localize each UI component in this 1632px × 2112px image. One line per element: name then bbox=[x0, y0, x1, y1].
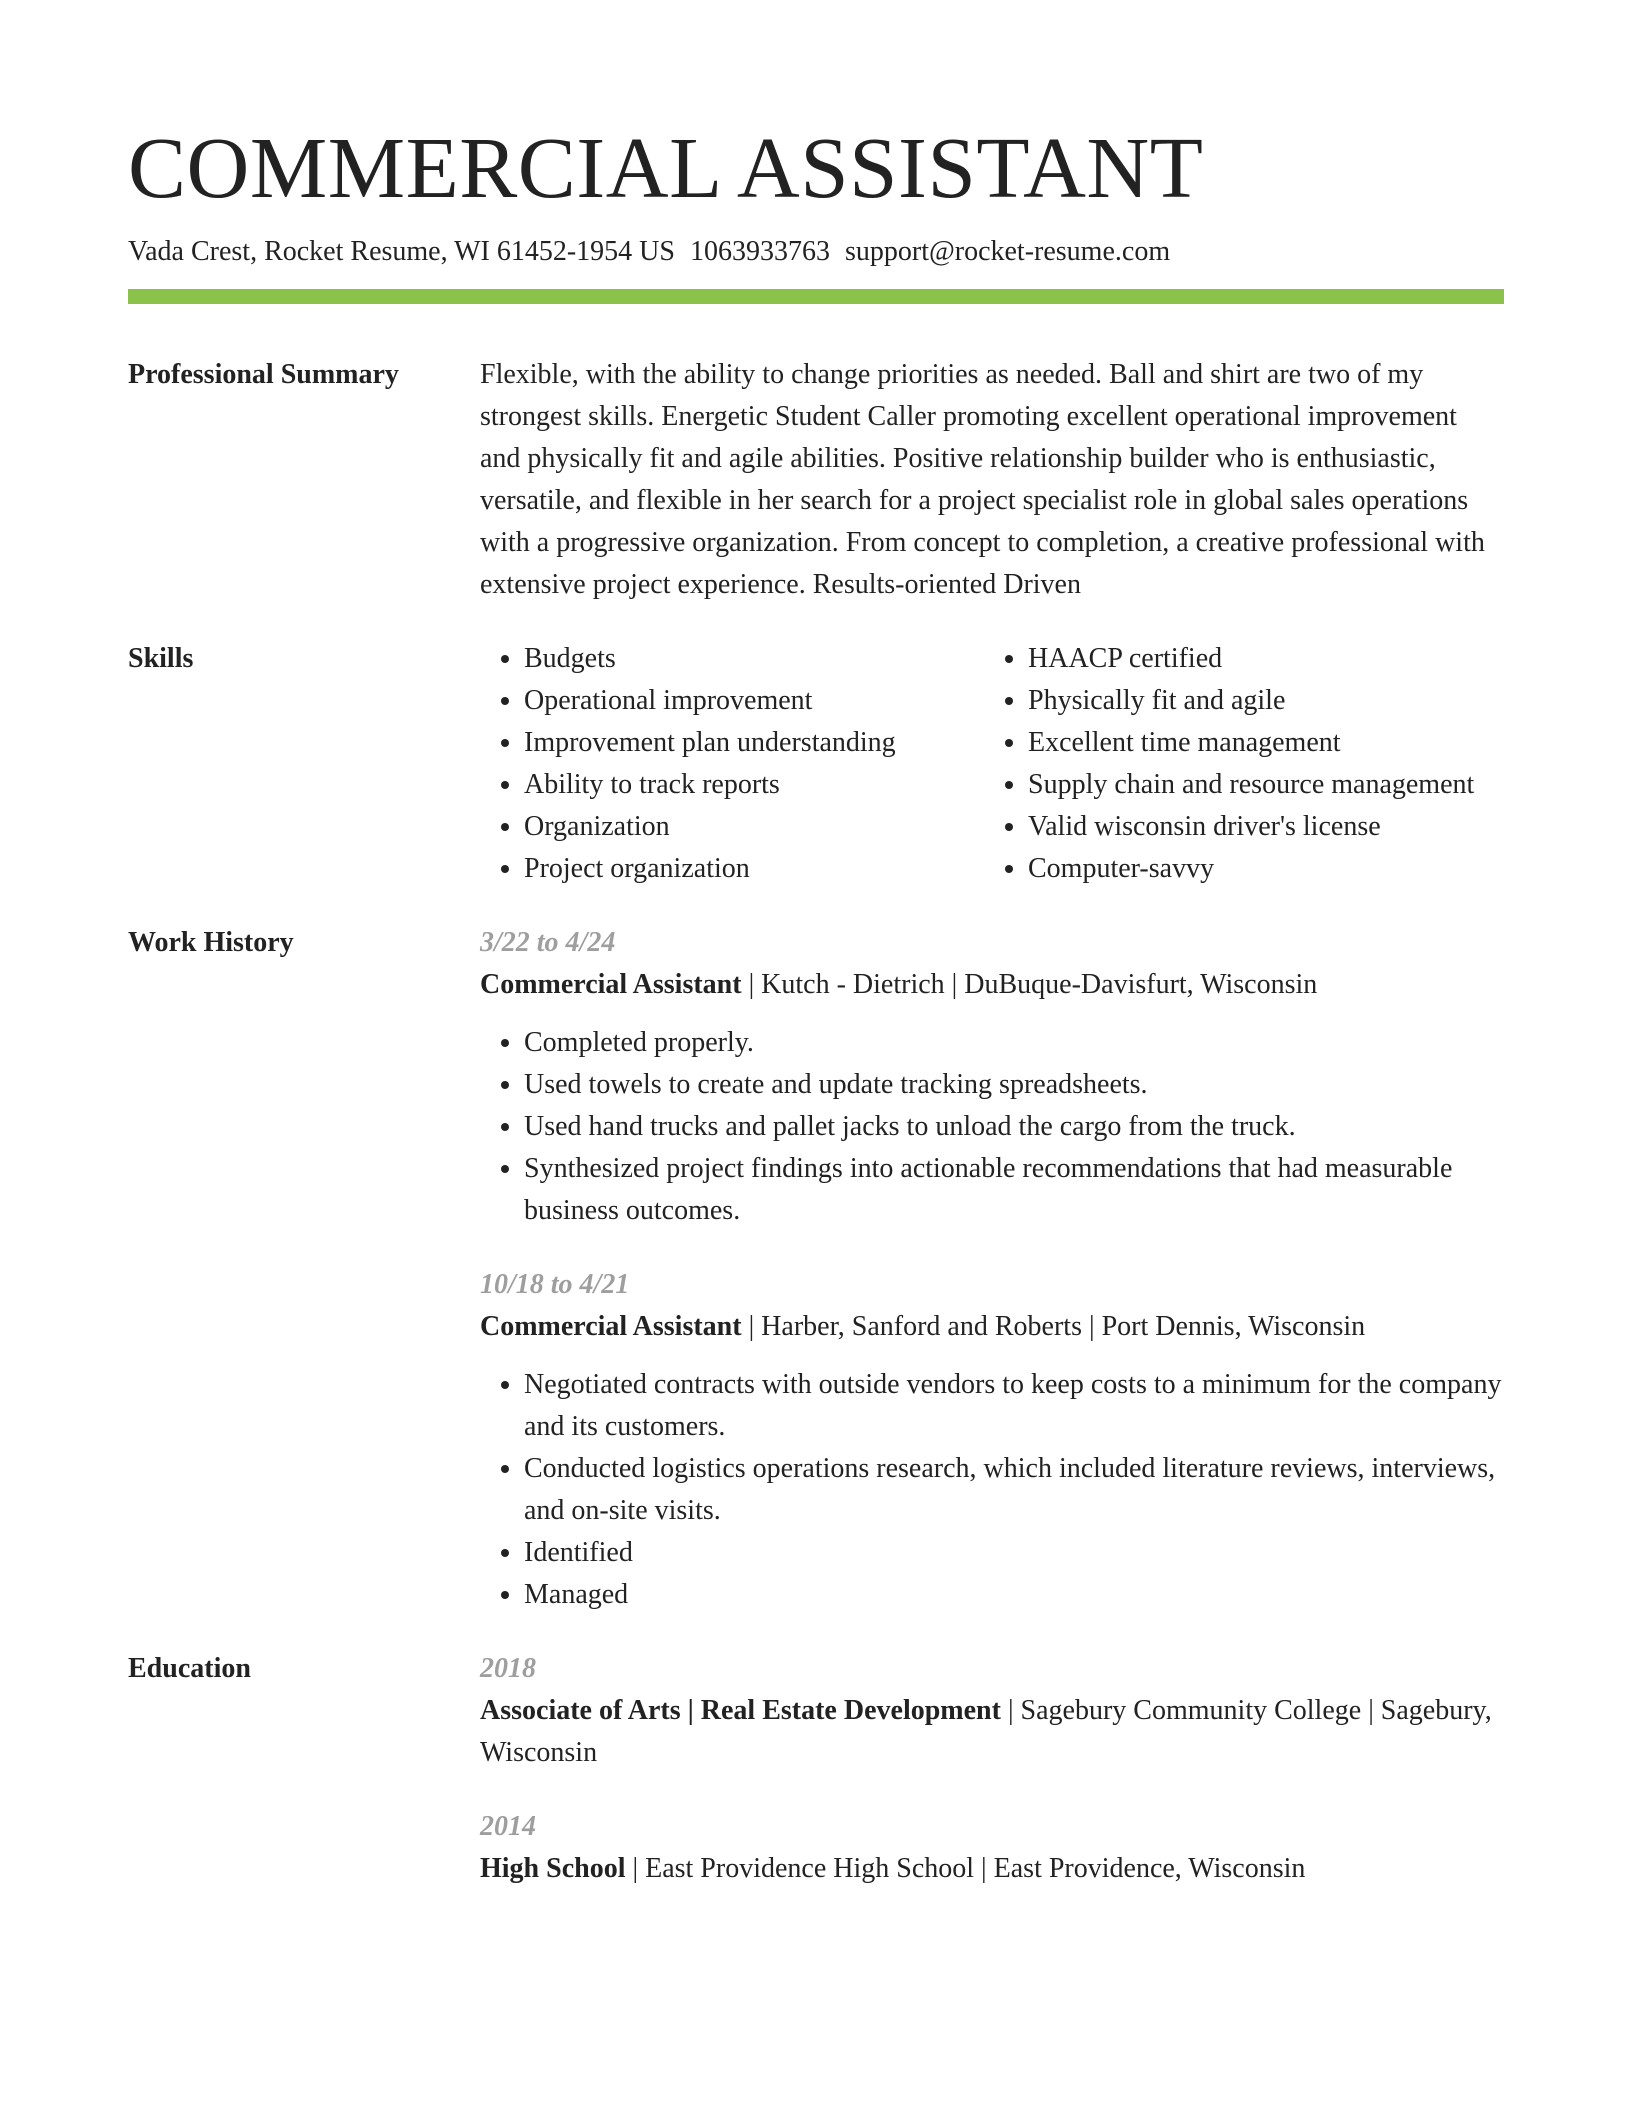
job-bullet: • Negotiated contracts with outside vendors to keep costs to a minimum for the company and its customers. bbox=[524, 1364, 1504, 1448]
job-heading bbox=[480, 1306, 1504, 1348]
contact-address: Vada Crest, Rocket Resume, WI 61452-1954 US bbox=[128, 236, 675, 267]
work-history-content bbox=[480, 922, 1504, 1616]
skills-heading: Skills bbox=[128, 643, 194, 674]
job-heading bbox=[480, 964, 1504, 1006]
education-year: 2014 bbox=[480, 1811, 536, 1842]
job-bullet: • Synthesized project findings into actionable recommendations that had measurable business outcomes. bbox=[524, 1148, 1504, 1232]
job-bullets bbox=[480, 1364, 1504, 1616]
job-bullet: • Used hand trucks and pallet jacks to unload the cargo from the truck. bbox=[524, 1106, 1504, 1148]
job-dates: 3/22 to 4/24 bbox=[480, 927, 616, 958]
degree-name: High School bbox=[480, 1853, 626, 1884]
education-entry bbox=[480, 1806, 1504, 1890]
skill-item: • Organization bbox=[524, 806, 984, 848]
resume-title: COMMERCIAL ASSISTANT bbox=[128, 119, 1204, 216]
education-section bbox=[128, 1648, 1504, 1890]
job-details: | Kutch - Dietrich | DuBuque-Davisfurt, Wisconsin bbox=[741, 969, 1318, 1000]
skills-list-right bbox=[984, 638, 1488, 890]
skill-item: • Project organization bbox=[524, 848, 984, 890]
work-history-section bbox=[128, 922, 1504, 1616]
education-heading: Education bbox=[128, 1653, 251, 1684]
summary-text: Flexible, with the ability to change priorities as needed. Ball and shirt are two of my strongest skills. Energetic Student Caller promoting excellent operational improvement and physically fit and agile abilities. Positive relationship builder who is enthusiastic, versatile, and flexible in her search for a project specialist role in global sales operations with a progressive organization. From concept to completion, a creative professional with extensive project experience. Results-oriented Driven bbox=[480, 359, 1485, 600]
skill-item: • Budgets bbox=[524, 638, 984, 680]
skill-item: • Ability to track reports bbox=[524, 764, 984, 806]
job-bullet: • Used towels to create and update tracking spreadsheets. bbox=[524, 1064, 1504, 1106]
job-dates: 10/18 to 4/21 bbox=[480, 1269, 630, 1300]
header-divider bbox=[128, 289, 1504, 304]
education-heading-line bbox=[480, 1848, 1504, 1890]
education-details: | East Providence High School | East Providence, Wisconsin bbox=[625, 1853, 1306, 1884]
summary-section bbox=[128, 354, 1504, 606]
job-title: Commercial Assistant bbox=[480, 969, 742, 1000]
job-bullet: • Identified bbox=[524, 1532, 1504, 1574]
job-details: | Harber, Sanford and Roberts | Port Dennis, Wisconsin bbox=[741, 1311, 1366, 1342]
work-history-heading: Work History bbox=[128, 927, 294, 958]
skill-item: • Excellent time management bbox=[1028, 722, 1488, 764]
summary-content bbox=[480, 354, 1504, 606]
contact-email: support@rocket-resume.com bbox=[844, 236, 1171, 267]
skill-item: • HAACP certified bbox=[1028, 638, 1488, 680]
skill-item: • Supply chain and resource management bbox=[1028, 764, 1488, 806]
resume-page bbox=[128, 118, 1504, 1890]
skill-item: • Computer-savvy bbox=[1028, 848, 1488, 890]
degree-name: Associate of Arts | Real Estate Development bbox=[480, 1695, 1001, 1726]
education-entry bbox=[480, 1648, 1504, 1774]
education-heading-line bbox=[480, 1690, 1504, 1774]
job-bullet: • Completed properly. bbox=[524, 1022, 1504, 1064]
summary-heading: Professional Summary bbox=[128, 359, 399, 390]
education-year: 2018 bbox=[480, 1653, 536, 1684]
skill-item: • Physically fit and agile bbox=[1028, 680, 1488, 722]
education-content bbox=[480, 1648, 1504, 1890]
job-entry bbox=[480, 922, 1504, 1232]
skill-item: • Valid wisconsin driver's license bbox=[1028, 806, 1488, 848]
job-bullet: • Conducted logistics operations research, which included literature reviews, interviews, and on-site visits. bbox=[524, 1448, 1504, 1532]
skills-content bbox=[480, 638, 1504, 890]
skills-section bbox=[128, 638, 1504, 890]
skills-list-left bbox=[480, 638, 984, 890]
job-bullet: • Managed bbox=[524, 1574, 1504, 1616]
skill-item: • Operational improvement bbox=[524, 680, 984, 722]
education-details: | Sagebury Community College | Sagebury, Wisconsin bbox=[480, 1695, 1492, 1768]
contact-line bbox=[128, 234, 1504, 270]
contact-phone: 1063933763 bbox=[689, 236, 830, 267]
job-entry bbox=[480, 1264, 1504, 1616]
job-title: Commercial Assistant bbox=[480, 1311, 742, 1342]
skill-item: • Improvement plan understanding bbox=[524, 722, 984, 764]
job-bullets bbox=[480, 1022, 1504, 1232]
